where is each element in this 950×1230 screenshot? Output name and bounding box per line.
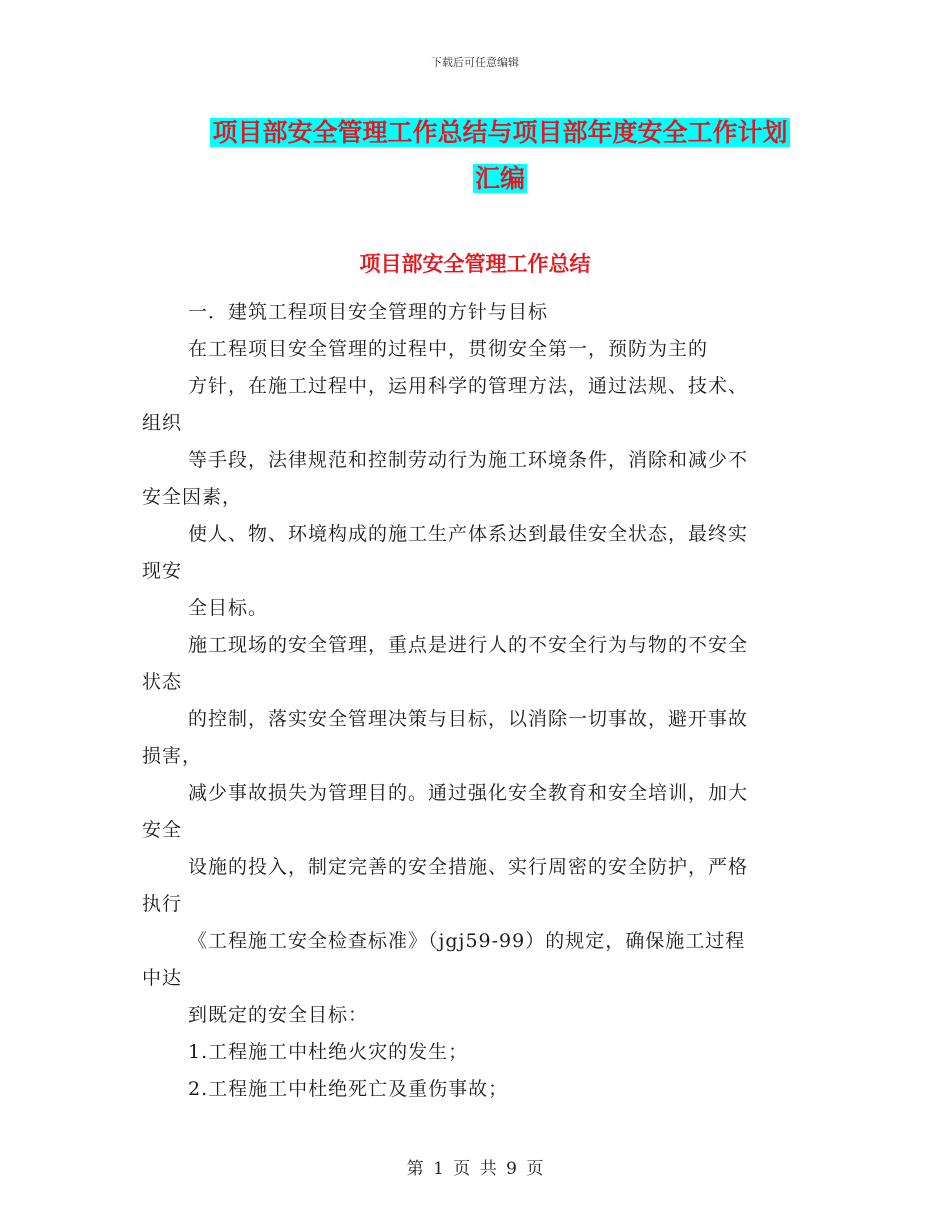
paragraph-line: 设施的投入，制定完善的安全措施、实行周密的安全防护，严格 [188,856,749,878]
paragraph-line: 施工现场的安全管理，重点是进行人的不安全行为与物的不安全 [188,634,749,656]
paragraph-line: 安全因素， [142,486,243,508]
paragraph-line: 一．建筑工程项目安全管理的方针与目标 [188,301,549,323]
paragraph-line: 执行 [142,893,183,915]
page-number-footer: 第 1 页 共 9 页 [406,1159,544,1179]
paragraph-line: 组织 [142,412,183,434]
paragraph-line: 的控制，落实安全管理决策与目标，以消除一切事故，避开事故 [188,708,749,730]
paragraph-line: 安全 [142,819,183,841]
paragraph-line: 使人、物、环境构成的施工生产体系达到最佳安全状态，最终实 [188,523,749,545]
paragraph-line: 全目标。 [188,597,269,619]
paragraph-line: 损害， [142,745,203,767]
paragraph-line: 2.工程施工中杜绝死亡及重伤事故； [188,1078,509,1100]
document-title [190,110,810,202]
paragraph-line: 现安 [142,560,183,582]
title-line-2: 汇编 [474,164,525,193]
paragraph-line: 在工程项目安全管理的过程中，贯彻安全第一，预防为主的 [188,338,709,360]
section-title: 项目部安全管理工作总结 [359,252,591,276]
paragraph-line: 减少事故损失为管理目的。通过强化安全教育和安全培训，加大 [188,782,749,804]
paragraph-line: 方针，在施工过程中，运用科学的管理方法，通过法规、技术、 [188,375,749,397]
paragraph-line: 等手段，法律规范和控制劳动行为施工环境条件，消除和减少不 [188,449,749,471]
paragraph-line: 中达 [142,967,183,989]
paragraph-line: 到既定的安全目标： [188,1004,369,1026]
header-note: 下载后可任意编辑 [431,56,519,69]
body-text [142,294,802,1108]
title-line-1: 项目部安全管理工作总结与项目部年度安全工作计划 [212,118,788,147]
paragraph-line: 状态 [142,671,183,693]
paragraph-line: 1.工程施工中杜绝火灾的发生； [188,1041,469,1063]
paragraph-line: 《工程施工安全检查标准》（jgj59-99）的规定，确保施工过程 [188,930,746,952]
